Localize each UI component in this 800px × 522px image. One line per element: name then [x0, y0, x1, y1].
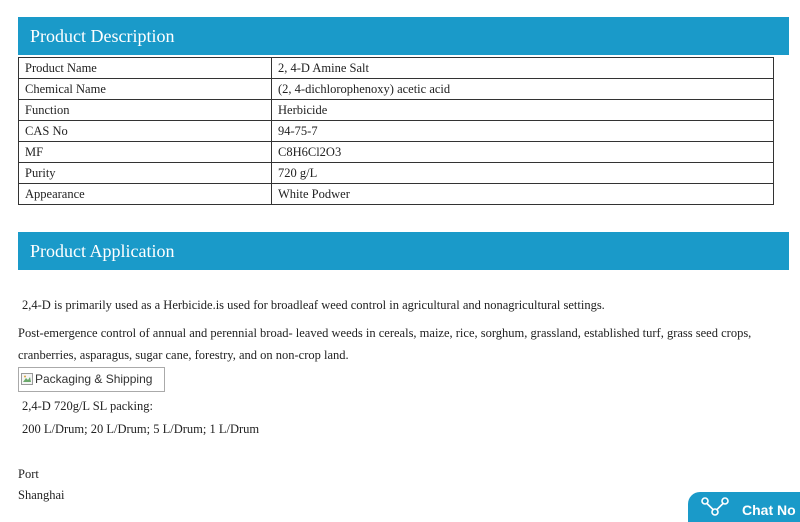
application-paragraph-1: 2,4-D is primarily used as a Herbicide.is used for broadleaf weed control in agricultural and nonagricultural settings.	[22, 298, 605, 312]
packaging-image-alt: Packaging & Shipping	[35, 372, 153, 386]
product-description-heading	[18, 17, 789, 55]
broken-image-icon	[21, 373, 33, 385]
spec-table	[18, 57, 774, 205]
spec-key: Appearance	[19, 184, 272, 205]
chat-now-button[interactable]	[688, 492, 800, 522]
spec-key: CAS No	[19, 121, 272, 142]
product-description-title: Product Description	[30, 26, 175, 46]
table-row	[19, 121, 774, 142]
packing-sizes: 200 L/Drum; 20 L/Drum; 5 L/Drum; 1 L/Drum	[22, 422, 260, 436]
product-application-title: Product Application	[30, 241, 175, 261]
spec-value: White Podwer	[272, 184, 774, 205]
spec-key: Chemical Name	[19, 79, 272, 100]
table-row	[19, 142, 774, 163]
spec-value: 94-75-7	[272, 121, 774, 142]
spec-value: C8H6Cl2O3	[272, 142, 774, 163]
table-row	[19, 100, 774, 121]
spec-key: MF	[19, 142, 272, 163]
molecule-icon	[700, 496, 730, 518]
spec-key: Function	[19, 100, 272, 121]
chat-now-label: Chat No	[742, 502, 796, 518]
port-value: Shanghai	[18, 488, 65, 502]
spec-key: Product Name	[19, 58, 272, 79]
spec-value: (2, 4-dichlorophenoxy) acetic acid	[272, 79, 774, 100]
spec-value: 720 g/L	[272, 163, 774, 184]
spec-key: Purity	[19, 163, 272, 184]
spec-value: 2, 4-D Amine Salt	[272, 58, 774, 79]
spec-value: Herbicide	[272, 100, 774, 121]
table-row	[19, 79, 774, 100]
table-row	[19, 58, 774, 79]
table-row	[19, 184, 774, 205]
table-row	[19, 163, 774, 184]
packing-title: 2,4-D 720g/L SL packing:	[22, 399, 153, 413]
product-application-heading	[18, 232, 789, 270]
port-label: Port	[18, 467, 39, 481]
application-paragraph-2: Post-emergence control of annual and perennial broad- leaved weeds in cereals, maize, rice, sorghum, grassland, established turf, grass seed crops, cranberries, asparagus, sugar cane, forestry, and on non-crop land.	[18, 326, 752, 362]
packaging-image	[18, 367, 165, 392]
